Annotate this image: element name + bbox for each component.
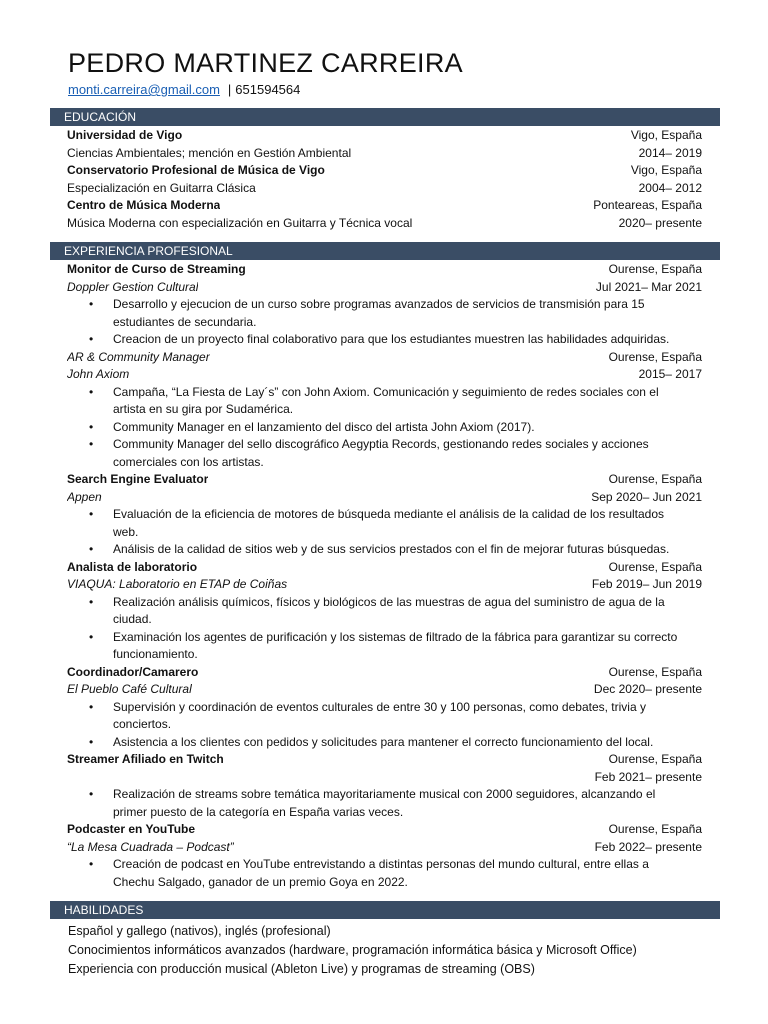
degree-name: Especialización en Guitarra Clásica <box>67 180 256 195</box>
institution-location: Ponteareas, España <box>593 198 702 212</box>
education-row <box>50 145 720 163</box>
job-location: Ourense, España <box>608 664 702 679</box>
job-entry <box>50 751 720 821</box>
job-bullet: • Desarrollo y ejecucion de un curso sobre programas avanzados de servicios de transmisión para 15 estudiantes de secundaria. <box>89 297 645 329</box>
job-organization: John Axiom <box>67 367 130 381</box>
job-bullet: • Creación de podcast en YouTube entrevistando a distintas personas del mundo cultural, entre ellas a Chechu Salgado, ganador de un premio Goya en 2022. <box>89 857 649 889</box>
job-bullet: • Community Manager del sello discográfico Aegyptia Records, gestionando redes sociales y acciones comerciales con los artistas. <box>89 437 649 469</box>
job-bullet: • Campaña, “La Fiesta de Lay´s” con John Axiom. Comunicación y seguimiento de redes sociales con el artista en su gira por Sudamérica. <box>89 384 659 416</box>
job-dates: Jul 2021– Mar 2021 <box>595 279 702 294</box>
experience-section-header: EXPERIENCIA PROFESIONAL <box>50 242 720 260</box>
job-dates: Sep 2020– Jun 2021 <box>591 489 702 504</box>
job-bullet: • Creacion de un proyecto final colaborativo para que los estudiantes muestren las habilidades adquiridas. <box>89 332 670 346</box>
job-entry <box>50 559 720 664</box>
job-bullet: • Supervisión y coordinación de eventos culturales de entre 30 y 100 personas, como debates, trivia y conciertos. <box>89 699 646 731</box>
institution-name: Universidad de Vigo <box>67 128 183 142</box>
institution-name: Conservatorio Profesional de Música de Vigo <box>67 163 325 177</box>
education-row <box>50 162 720 180</box>
job-organization: “La Mesa Cuadrada – Podcast” <box>67 839 234 854</box>
institution-name: Centro de Música Moderna <box>67 198 221 212</box>
degree-dates: 2014– 2019 <box>638 145 702 160</box>
education-row <box>50 197 720 215</box>
phone-number: 651594564 <box>235 82 301 97</box>
job-location: Ourense, España <box>608 262 702 276</box>
job-role: Coordinador/Camarero <box>67 664 199 679</box>
job-bullet: • Realización análisis químicos, físicos y biológicos de las muestras de agua del suministro de agua de la ciudad. <box>89 594 665 626</box>
job-dates: Dec 2020– presente <box>593 682 702 696</box>
job-entry <box>50 349 720 472</box>
job-location: Ourense, España <box>608 559 702 574</box>
education-row <box>50 127 720 145</box>
job-bullet: • Community Manager en el lanzamiento del disco del artista John Axiom (2017). <box>89 419 535 434</box>
job-location: Ourense, España <box>608 752 702 766</box>
email-link[interactable]: monti.carreira@gmail.com <box>68 82 220 97</box>
institution-location: Vigo, España <box>630 128 702 142</box>
job-entry <box>50 664 720 752</box>
job-role: Search Engine Evaluator <box>67 472 209 486</box>
skill-line: Experiencia con producción musical (Ableton Live) y programas de streaming (OBS) <box>68 962 535 976</box>
job-dates: Feb 2021– presente <box>594 769 702 784</box>
job-entry <box>50 821 720 891</box>
job-bullet: • Evaluación de la eficiencia de motores de búsqueda mediante el análisis de la calidad de los resultados web. <box>89 507 665 539</box>
job-role: Streamer Afiliado en Twitch <box>67 752 224 766</box>
education-section-header: EDUCACIÓN <box>50 108 720 126</box>
job-entry <box>50 261 720 349</box>
job-dates: Feb 2019– Jun 2019 <box>591 577 702 591</box>
job-location: Ourense, España <box>608 349 702 364</box>
job-bullet: • Realización de streams sobre temática mayoritariamente musical con 2000 seguidores, alcanzando el primer puesto de la categoría en España varias veces. <box>89 787 656 819</box>
skills-section-header: HABILIDADES <box>50 901 720 919</box>
education-row <box>50 215 720 233</box>
job-role: Podcaster en YouTube <box>67 822 196 836</box>
contact-separator: | <box>227 82 232 97</box>
degree-name: Música Moderna con especialización en Guitarra y Técnica vocal <box>67 215 413 230</box>
job-organization: Appen <box>67 489 102 504</box>
job-location: Ourense, España <box>608 472 702 486</box>
job-organization: El Pueblo Café Cultural <box>67 682 192 696</box>
job-dates: 2015– 2017 <box>638 367 702 381</box>
job-entry <box>50 471 720 559</box>
education-row <box>50 180 720 198</box>
job-dates: Feb 2022– presente <box>594 839 702 854</box>
job-bullet: • Asistencia a los clientes con pedidos y solicitudes para mantener el correcto funcionamiento del local. <box>89 734 654 749</box>
skills-section <box>50 922 720 979</box>
job-organization: VIAQUA: Laboratorio en ETAP de Coiñas <box>67 577 288 591</box>
degree-dates: 2004– 2012 <box>638 180 702 195</box>
institution-location: Vigo, España <box>630 163 702 177</box>
degree-dates: 2020– presente <box>618 215 702 230</box>
job-bullet: • Examinación los agentes de purificación y los sistemas de filtrado de la fábrica para garantizar su correcto funcionamiento. <box>89 629 678 661</box>
candidate-name: PEDRO MARTINEZ CARREIRA <box>68 48 463 78</box>
job-role: Analista de laboratorio <box>67 559 198 574</box>
education-section <box>50 127 720 232</box>
job-organization: Doppler Gestion Cultural <box>67 279 199 294</box>
contact-line <box>68 82 300 97</box>
skill-line: Conocimientos informáticos avanzados (hardware, programación informática básica y Microsoft Office) <box>68 943 637 957</box>
job-location: Ourense, España <box>608 822 702 836</box>
job-bullet: • Análisis de la calidad de sitios web y de sus servicios prestados con el fin de mejorar futuras búsquedas. <box>89 542 670 556</box>
skill-line: Español y gallego (nativos), inglés (profesional) <box>68 924 331 938</box>
degree-name: Ciencias Ambientales; mención en Gestión Ambiental <box>67 145 352 160</box>
job-role: AR & Community Manager <box>67 349 210 364</box>
job-role: Monitor de Curso de Streaming <box>67 262 246 276</box>
experience-section <box>50 261 720 891</box>
